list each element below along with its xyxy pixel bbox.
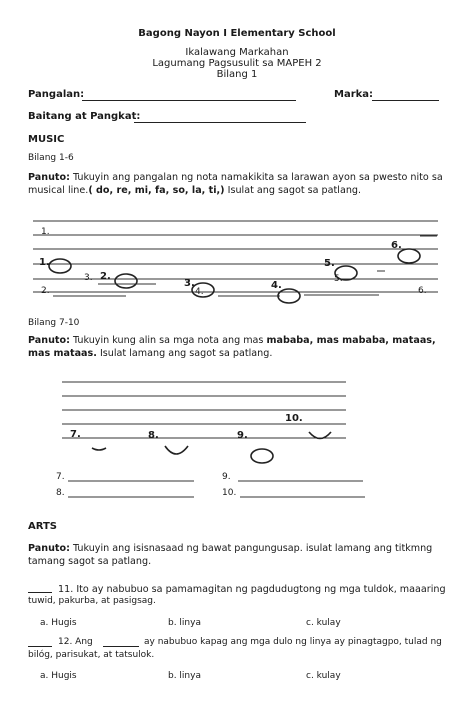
staff1-label: 6. bbox=[418, 286, 427, 296]
q11-option-a[interactable]: a. Hugis bbox=[40, 618, 77, 628]
q12-blank[interactable] bbox=[28, 646, 52, 647]
q12-option-b[interactable]: b. linya bbox=[168, 671, 201, 681]
staff1-note-label: 5. bbox=[324, 258, 335, 269]
range-7-10: Bilang 7-10 bbox=[28, 318, 80, 328]
staff1-label: 4. bbox=[195, 287, 204, 297]
staff1-note-label: 3. bbox=[184, 278, 195, 289]
arts-instr-b: tamang sagot sa patlang. bbox=[28, 556, 152, 567]
answer-label: 7. bbox=[56, 472, 65, 482]
staff1-label: 3. bbox=[84, 273, 93, 283]
answer-label: 10. bbox=[222, 488, 237, 498]
staff1-note-label: 1. bbox=[39, 257, 50, 268]
quarter-title: Ikalawang Markahan bbox=[185, 47, 289, 58]
grade-label: Baitang at Pangkat: bbox=[28, 111, 141, 122]
instr2-line-b-post: Isulat lamang ang sagot sa patlang. bbox=[99, 348, 273, 359]
test-title: Lagumang Pagsusulit sa MAPEH 2 bbox=[152, 58, 322, 69]
staff1-label: 1. bbox=[41, 227, 50, 237]
arts-instruction bbox=[28, 542, 448, 568]
q12-number: 12. Ang bbox=[58, 637, 93, 647]
instr1-line-b-post: Isulat ang sagot sa patlang. bbox=[227, 185, 362, 196]
panuto-label: Panuto: bbox=[28, 543, 70, 554]
q12-line-a: ay nabubuo kapag ang mga dulo ng linya ay pinagtagpo, tulad ng bbox=[144, 637, 442, 647]
arts-instr-a: Tukuyin ang isisnasaad ng bawat pangungusap. isulat lamang ang titkmng bbox=[72, 543, 433, 554]
staff1-note-label: 6. bbox=[391, 240, 402, 251]
staff1-note-label: 2. bbox=[100, 271, 111, 282]
instr2-bold-b: mas mataas. bbox=[28, 348, 97, 359]
test-number: Bilang 1 bbox=[216, 69, 258, 80]
staff2-note-label: 10. bbox=[285, 413, 303, 424]
panuto-label: Panuto: bbox=[28, 172, 70, 183]
q11-line-a: Ito ay nabubuo sa pamamagitan ng pagdudugtong ng mga tuldok, maaaring bbox=[76, 584, 446, 595]
q11-line-b: tuwid, pakurba, at pasigsag. bbox=[28, 596, 156, 606]
q11-number: 11. bbox=[58, 584, 74, 595]
q11-blank[interactable] bbox=[28, 592, 52, 593]
answer-label: 9. bbox=[222, 472, 231, 482]
q12-option-c[interactable]: c. kulay bbox=[306, 671, 341, 681]
instr1-line-b-pre: musical line. bbox=[28, 185, 89, 196]
name-label: Pangalan: bbox=[28, 89, 85, 100]
arts-title: ARTS bbox=[28, 521, 58, 532]
q11-option-c[interactable]: c. kulay bbox=[306, 618, 341, 628]
q12-line-b: bilóg, parisukat, at tatsulok. bbox=[28, 650, 155, 660]
q11-option-b[interactable]: b. linya bbox=[168, 618, 201, 628]
staff2-note-label: 7. bbox=[70, 429, 81, 440]
staff1-note-label: 4. bbox=[271, 280, 282, 291]
answer-label: 8. bbox=[56, 488, 65, 498]
q12-inline-blank[interactable] bbox=[103, 646, 139, 647]
note-names: ( do, re, mi, fa, so, la, ti,) bbox=[88, 185, 225, 196]
panuto-label: Panuto: bbox=[28, 335, 70, 346]
instr2-bold-a: mababa, mas mababa, mataas, bbox=[266, 335, 436, 346]
instr2-line-a-pre: Tukuyin kung alin sa mga nota ang mas bbox=[72, 335, 264, 346]
instr1-line-a: Tukuyin ang pangalan ng nota namakikita sa larawan ayon sa pwesto nito sa bbox=[72, 172, 443, 183]
staff1-label: 5. bbox=[334, 274, 343, 284]
music-title: MUSIC bbox=[28, 134, 65, 145]
staff2-note-label: 9. bbox=[237, 430, 248, 441]
staff1-label: 2. bbox=[41, 286, 50, 296]
staff2-note-label: 8. bbox=[148, 430, 159, 441]
q12-option-a[interactable]: a. Hugis bbox=[40, 671, 77, 681]
range-1-6: Bilang 1-6 bbox=[28, 153, 74, 163]
score-label: Marka: bbox=[334, 89, 374, 100]
q11-text bbox=[58, 583, 448, 596]
school-name: Bagong Nayon I Elementary School bbox=[138, 28, 336, 39]
